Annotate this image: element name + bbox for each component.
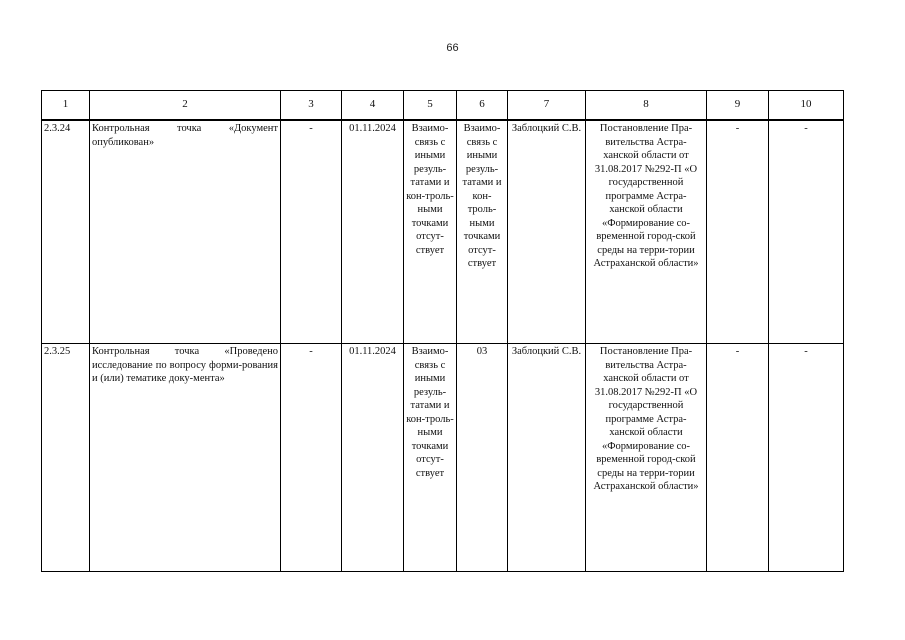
- header-col-5: 5: [404, 91, 457, 121]
- col-9-value: -: [707, 344, 769, 572]
- col-3-value: -: [281, 120, 342, 344]
- header-col-10: 10: [769, 91, 844, 121]
- relation-note: Взаимо-связь с иными резуль-татами и кон-троль-ными точками отсут-ствует: [404, 120, 457, 344]
- header-col-2: 2: [90, 91, 281, 121]
- legal-basis: Постановление Пра-вительства Астра-ханской области от 31.08.2017 №292-П «О государственной программе Астра-ханской области «Формирование со-временной город-ской среды на терри-тории Астраханской области»: [586, 120, 707, 344]
- col-3-value: -: [281, 344, 342, 572]
- control-point-name: Контрольная точка «Документ опубликован»: [90, 120, 281, 344]
- col-6-value: 03: [457, 344, 508, 572]
- row-number: 2.3.24: [42, 120, 90, 344]
- relation-note: Взаимо-связь с иными резуль-татами и кон-троль-ными точками отсут-ствует: [404, 344, 457, 572]
- table-row: [42, 120, 844, 344]
- header-col-3: 3: [281, 91, 342, 121]
- header-col-1: 1: [42, 91, 90, 121]
- header-col-7: 7: [508, 91, 586, 121]
- responsible-person: Заблоцкий С.В.: [508, 344, 586, 572]
- header-row: [42, 91, 844, 121]
- col-10-value: -: [769, 120, 844, 344]
- control-points-table: [41, 90, 844, 572]
- col-10-value: -: [769, 344, 844, 572]
- col-9-value: -: [707, 120, 769, 344]
- deadline-date: 01.11.2024: [342, 120, 404, 344]
- header-col-8: 8: [586, 91, 707, 121]
- responsible-person: Заблоцкий С.В.: [508, 120, 586, 344]
- control-point-name: Контрольная точка «Проведено исследование по вопросу форми-рования и (или) тематике доку-мента»: [90, 344, 281, 572]
- header-col-9: 9: [707, 91, 769, 121]
- page-number: 66: [446, 42, 459, 54]
- header-col-6: 6: [457, 91, 508, 121]
- header-col-4: 4: [342, 91, 404, 121]
- legal-basis: Постановление Пра-вительства Астра-ханской области от 31.08.2017 №292-П «О государственной программе Астра-ханской области «Формирование со-временной город-ской среды на терри-тории Астраханской области»: [586, 344, 707, 572]
- relation-note-2: Взаимо-связь с иными резуль-татами и кон-троль-ными точками отсут-ствует: [457, 120, 508, 344]
- table-row: [42, 344, 844, 572]
- row-number: 2.3.25: [42, 344, 90, 572]
- deadline-date: 01.11.2024: [342, 344, 404, 572]
